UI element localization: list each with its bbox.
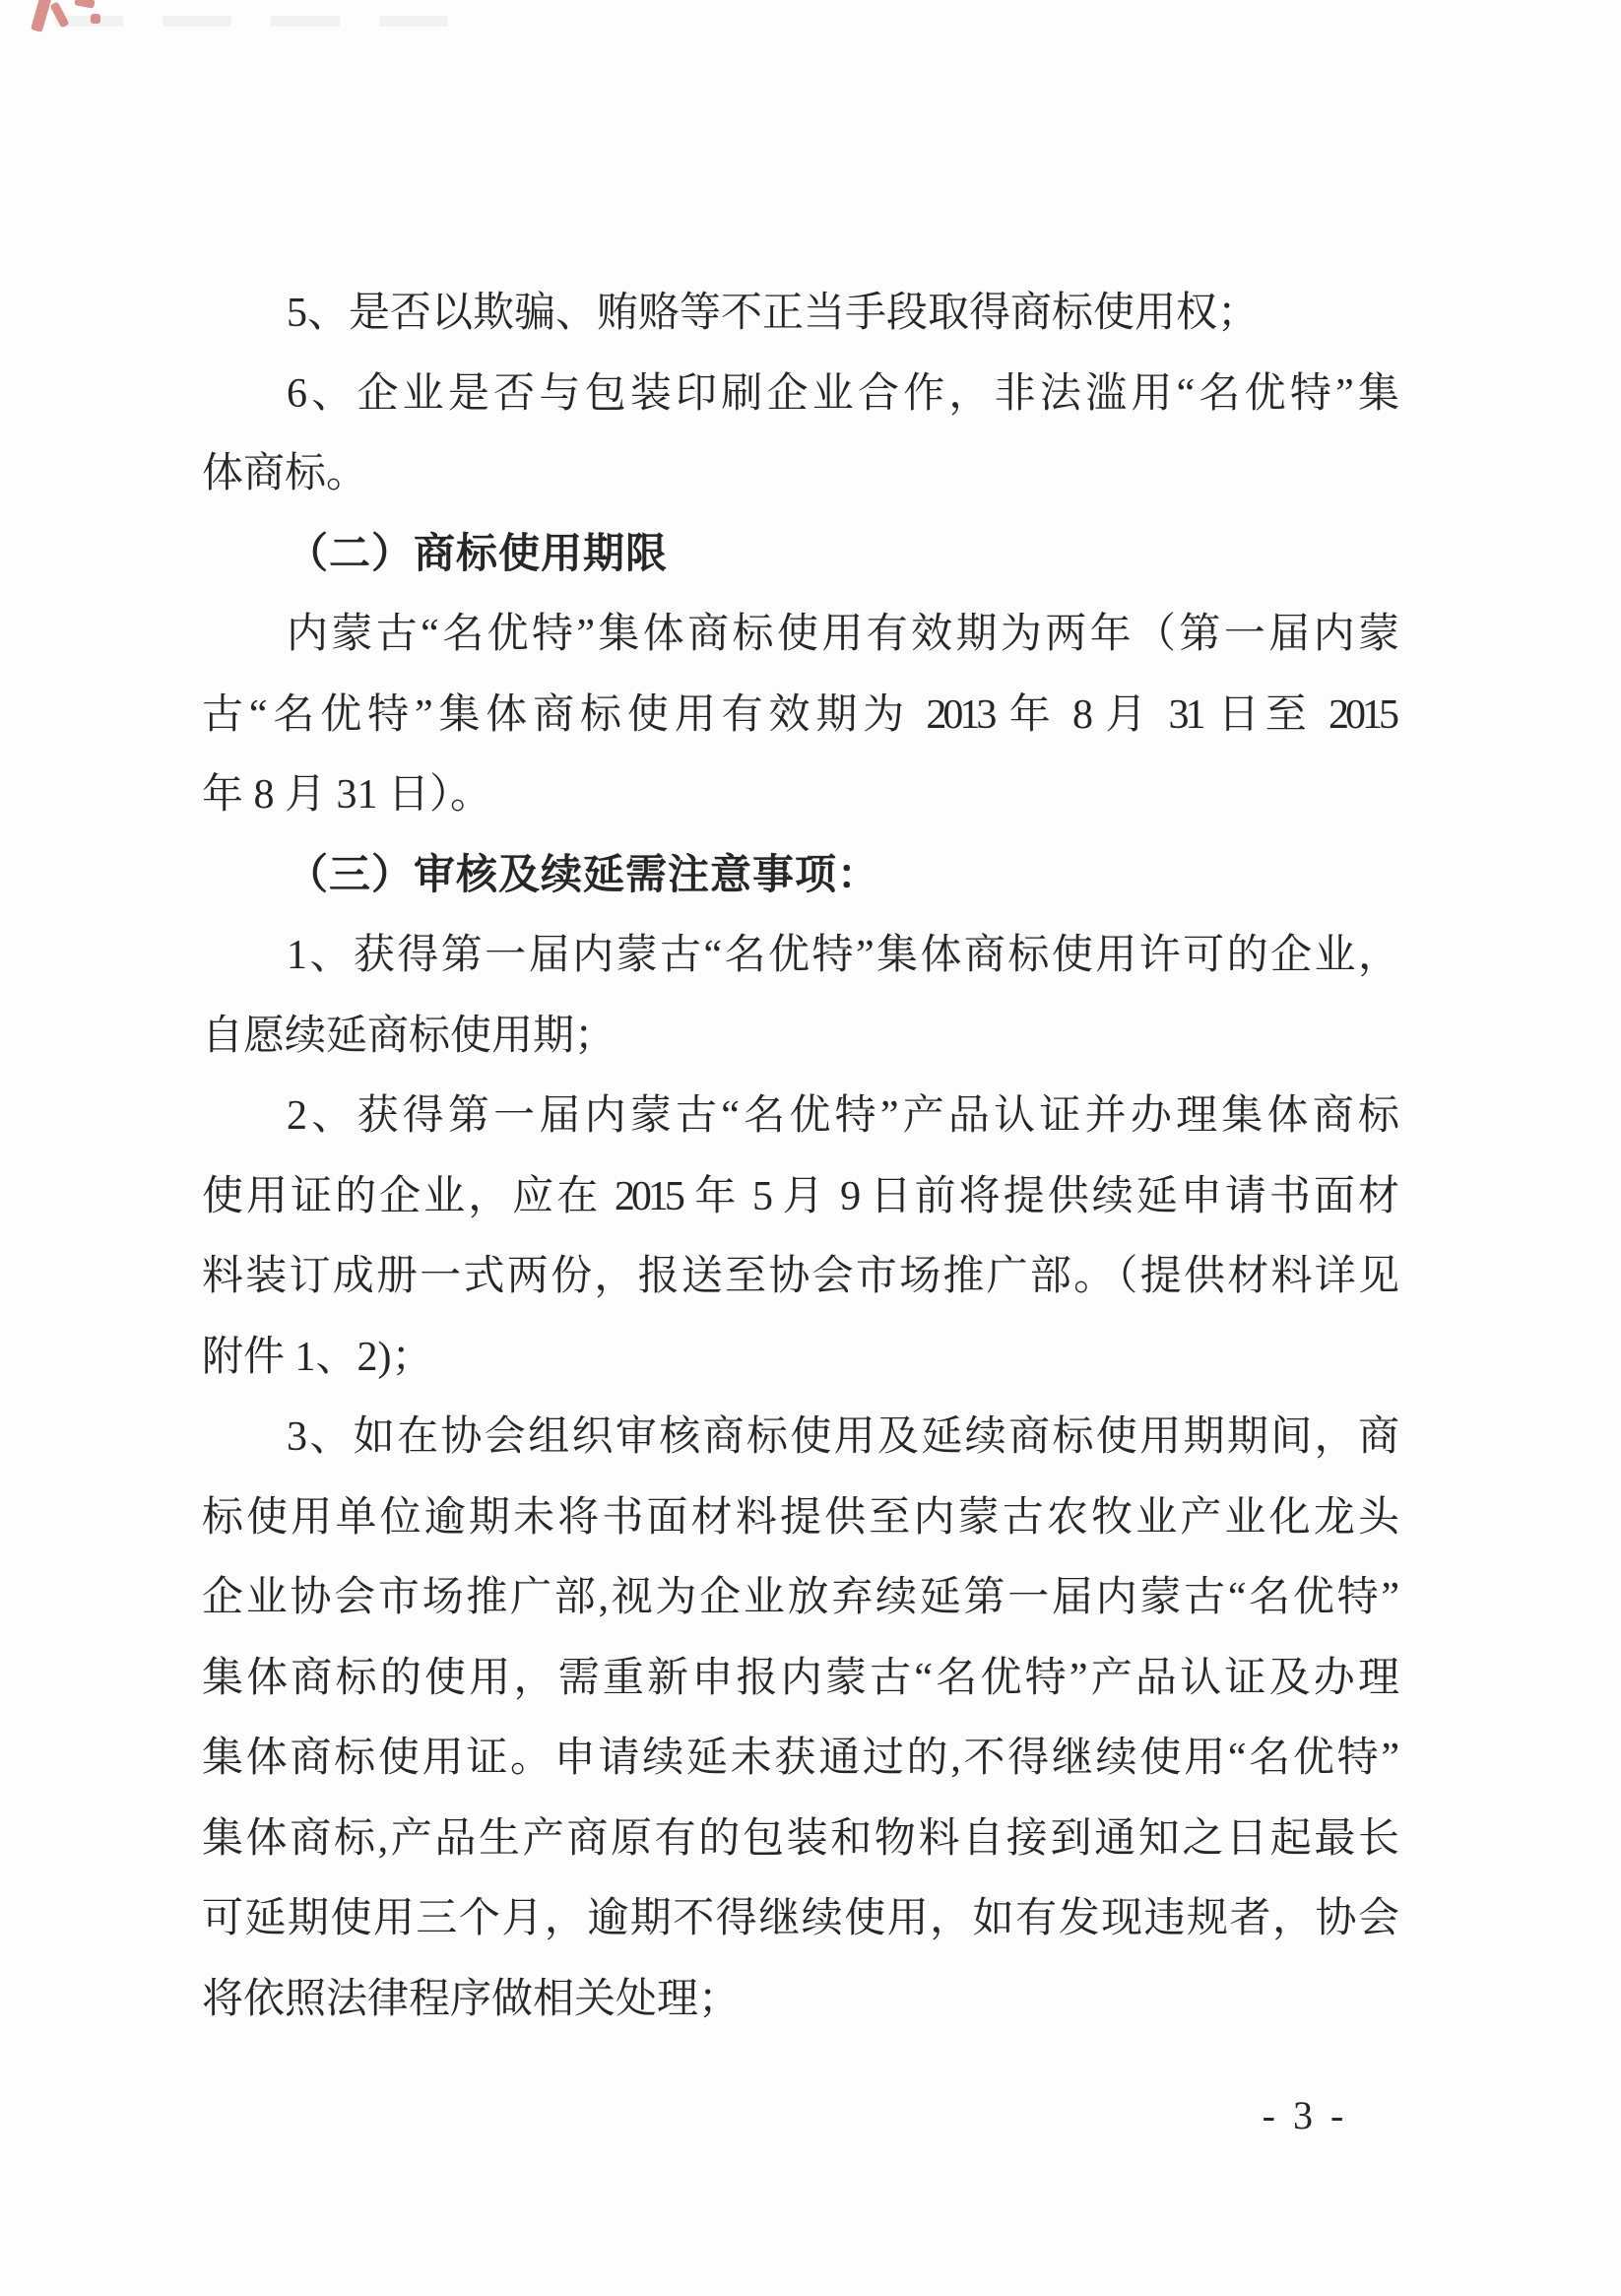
text-line: 集体商标使用证。申请续延未获通过的,不得继续使用“名优特” [202, 1736, 1395, 1781]
text-line: 内蒙古“名优特”集体商标使用有效期为两年（第一届内蒙 [287, 612, 1395, 657]
text-line: 自愿续延商标使用期； [202, 1013, 616, 1059]
text-line: 企业协会市场推广部,视为企业放弃续延第一届内蒙古“名优特” [202, 1575, 1395, 1620]
section-heading: （三）审核及续延需注意事项： [287, 852, 880, 898]
text-line: 标使用单位逾期未将书面材料提供至内蒙古农牧业产业化龙头 [202, 1494, 1395, 1541]
text-line: 将依照法律程序做相关处理； [202, 1976, 741, 2022]
text-line: 年 8 月 31 日）。 [202, 772, 492, 818]
text-line: 集体商标,产品生产商原有的包装和物料自接到通知之日起最长 [202, 1815, 1395, 1862]
text-line: 使用证的企业，应在 2015 年 5 月 9 日前将提供续延申请书面材 [202, 1173, 1395, 1219]
red-dot [91, 14, 100, 24]
text-line: 集体商标的使用，需重新申报内蒙古“名优特”产品认证及办理 [202, 1655, 1395, 1701]
text-line: 3、如在协会组织审核商标使用及延续商标使用期期间，商 [287, 1414, 1395, 1460]
text-line: 5、是否以欺骗、贿赂等不正当手段取得商标使用权； [287, 291, 1260, 336]
red-mark-artifact [0, 0, 138, 59]
red-stroke [49, 1, 69, 28]
page-number: - 3 - [1262, 2093, 1348, 2137]
red-stroke [31, 0, 52, 33]
text-line: 2、获得第一届内蒙古“名优特”产品认证并办理集体商标 [287, 1093, 1395, 1139]
text-line: 料装订成册一式两份，报送至协会市场推广部。（提供材料详见 [202, 1254, 1395, 1299]
text-line: 体商标。 [202, 451, 368, 496]
red-stroke [74, 0, 95, 9]
section-heading: （二）商标使用期限 [287, 531, 669, 577]
text-line: 6、企业是否与包装印刷企业合作，非法滥用“名优特”集 [287, 370, 1395, 417]
text-block [202, 274, 1395, 2040]
text-line: 附件 1、2)； [202, 1334, 433, 1380]
text-line: 可延期使用三个月，逾期不得继续使用，如有发现违规者，协会 [202, 1896, 1395, 1941]
text-line: 1、获得第一届内蒙古“名优特”集体商标使用许可的企业， [287, 933, 1395, 978]
text-line: 古“名优特”集体商标使用有效期为 2013 年 8 月 31 日至 2015 [202, 691, 1395, 738]
